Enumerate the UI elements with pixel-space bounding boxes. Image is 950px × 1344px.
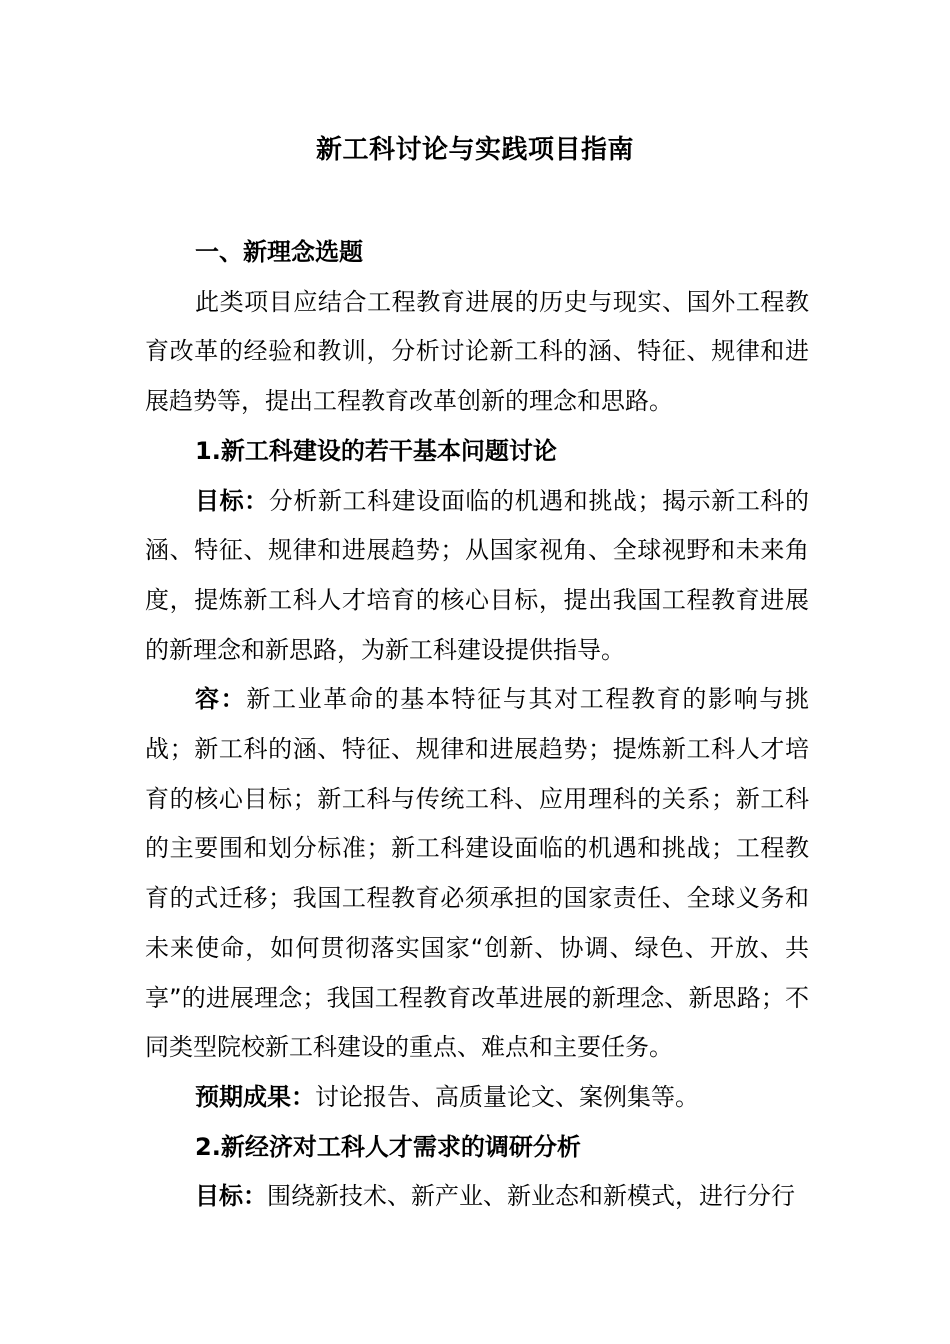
item-heading-basic-questions: 1.新工科建设的若干基本问题讨论: [195, 436, 557, 465]
item1-outcome-paragraph: [145, 1073, 809, 1123]
document-title: 新工科讨论与实践项目指南: [315, 135, 634, 165]
item1-goal-paragraph: [145, 477, 809, 676]
content-text: 新工业革命的基本特征与其对工程教育的影响与挑战；新工科的涵、特征、规律和进展趋势；提炼新工科人才培育的核心目标；新工科与传统工科、应用理科的关系；新工科的主要围和划分标准；新工科建设面临的机遇和挑战；工程教育的式迁移；我国工程教育必须承担的国家责任、全球义务和未来使命，如何贯彻落实国家“创新、协调、绿色、开放、共享”的进展理念；我国工程教育改革进展的新理念、新思路；不同类型院校新工科建设的重点、难点和主要任务。: [145, 685, 810, 1062]
goal-label: 目标：: [195, 486, 269, 515]
goal-label-2: 目标：: [195, 1182, 267, 1211]
section-intro-paragraph: 此类项目应结合工程教育进展的历史与现实、国外工程教育改革的经验和教训，分析讨论新工科的涵、特征、规律和进展趋势等，提出工程教育改革创新的理念和思路。: [145, 287, 809, 416]
section-heading-new-concept: 一、新理念选题: [195, 238, 363, 266]
item-heading-talent-demand: 2.新经济对工科人才需求的调研分析: [195, 1132, 581, 1161]
document-body: [145, 228, 809, 1222]
outcome-text: 讨论报告、高质量论文、案例集等。: [315, 1082, 699, 1111]
goal-text: 分析新工科建设面临的机遇和挑战；揭示新工科的涵、特征、规律和进展趋势；从国家视角、全球视野和未来角度，提炼新工科人才培育的核心目标，提出我国工程教育进展的新理念和新思路，为新工科建设提供指导。: [145, 486, 809, 664]
outcome-label: 预期成果：: [195, 1082, 315, 1111]
content-label: 容：: [195, 685, 247, 714]
item1-content-paragraph: [145, 675, 809, 1073]
goal-text-2: 围绕新技术、新产业、新业态和新模式，进行分行: [267, 1182, 795, 1211]
item2-goal-paragraph: [145, 1172, 809, 1222]
